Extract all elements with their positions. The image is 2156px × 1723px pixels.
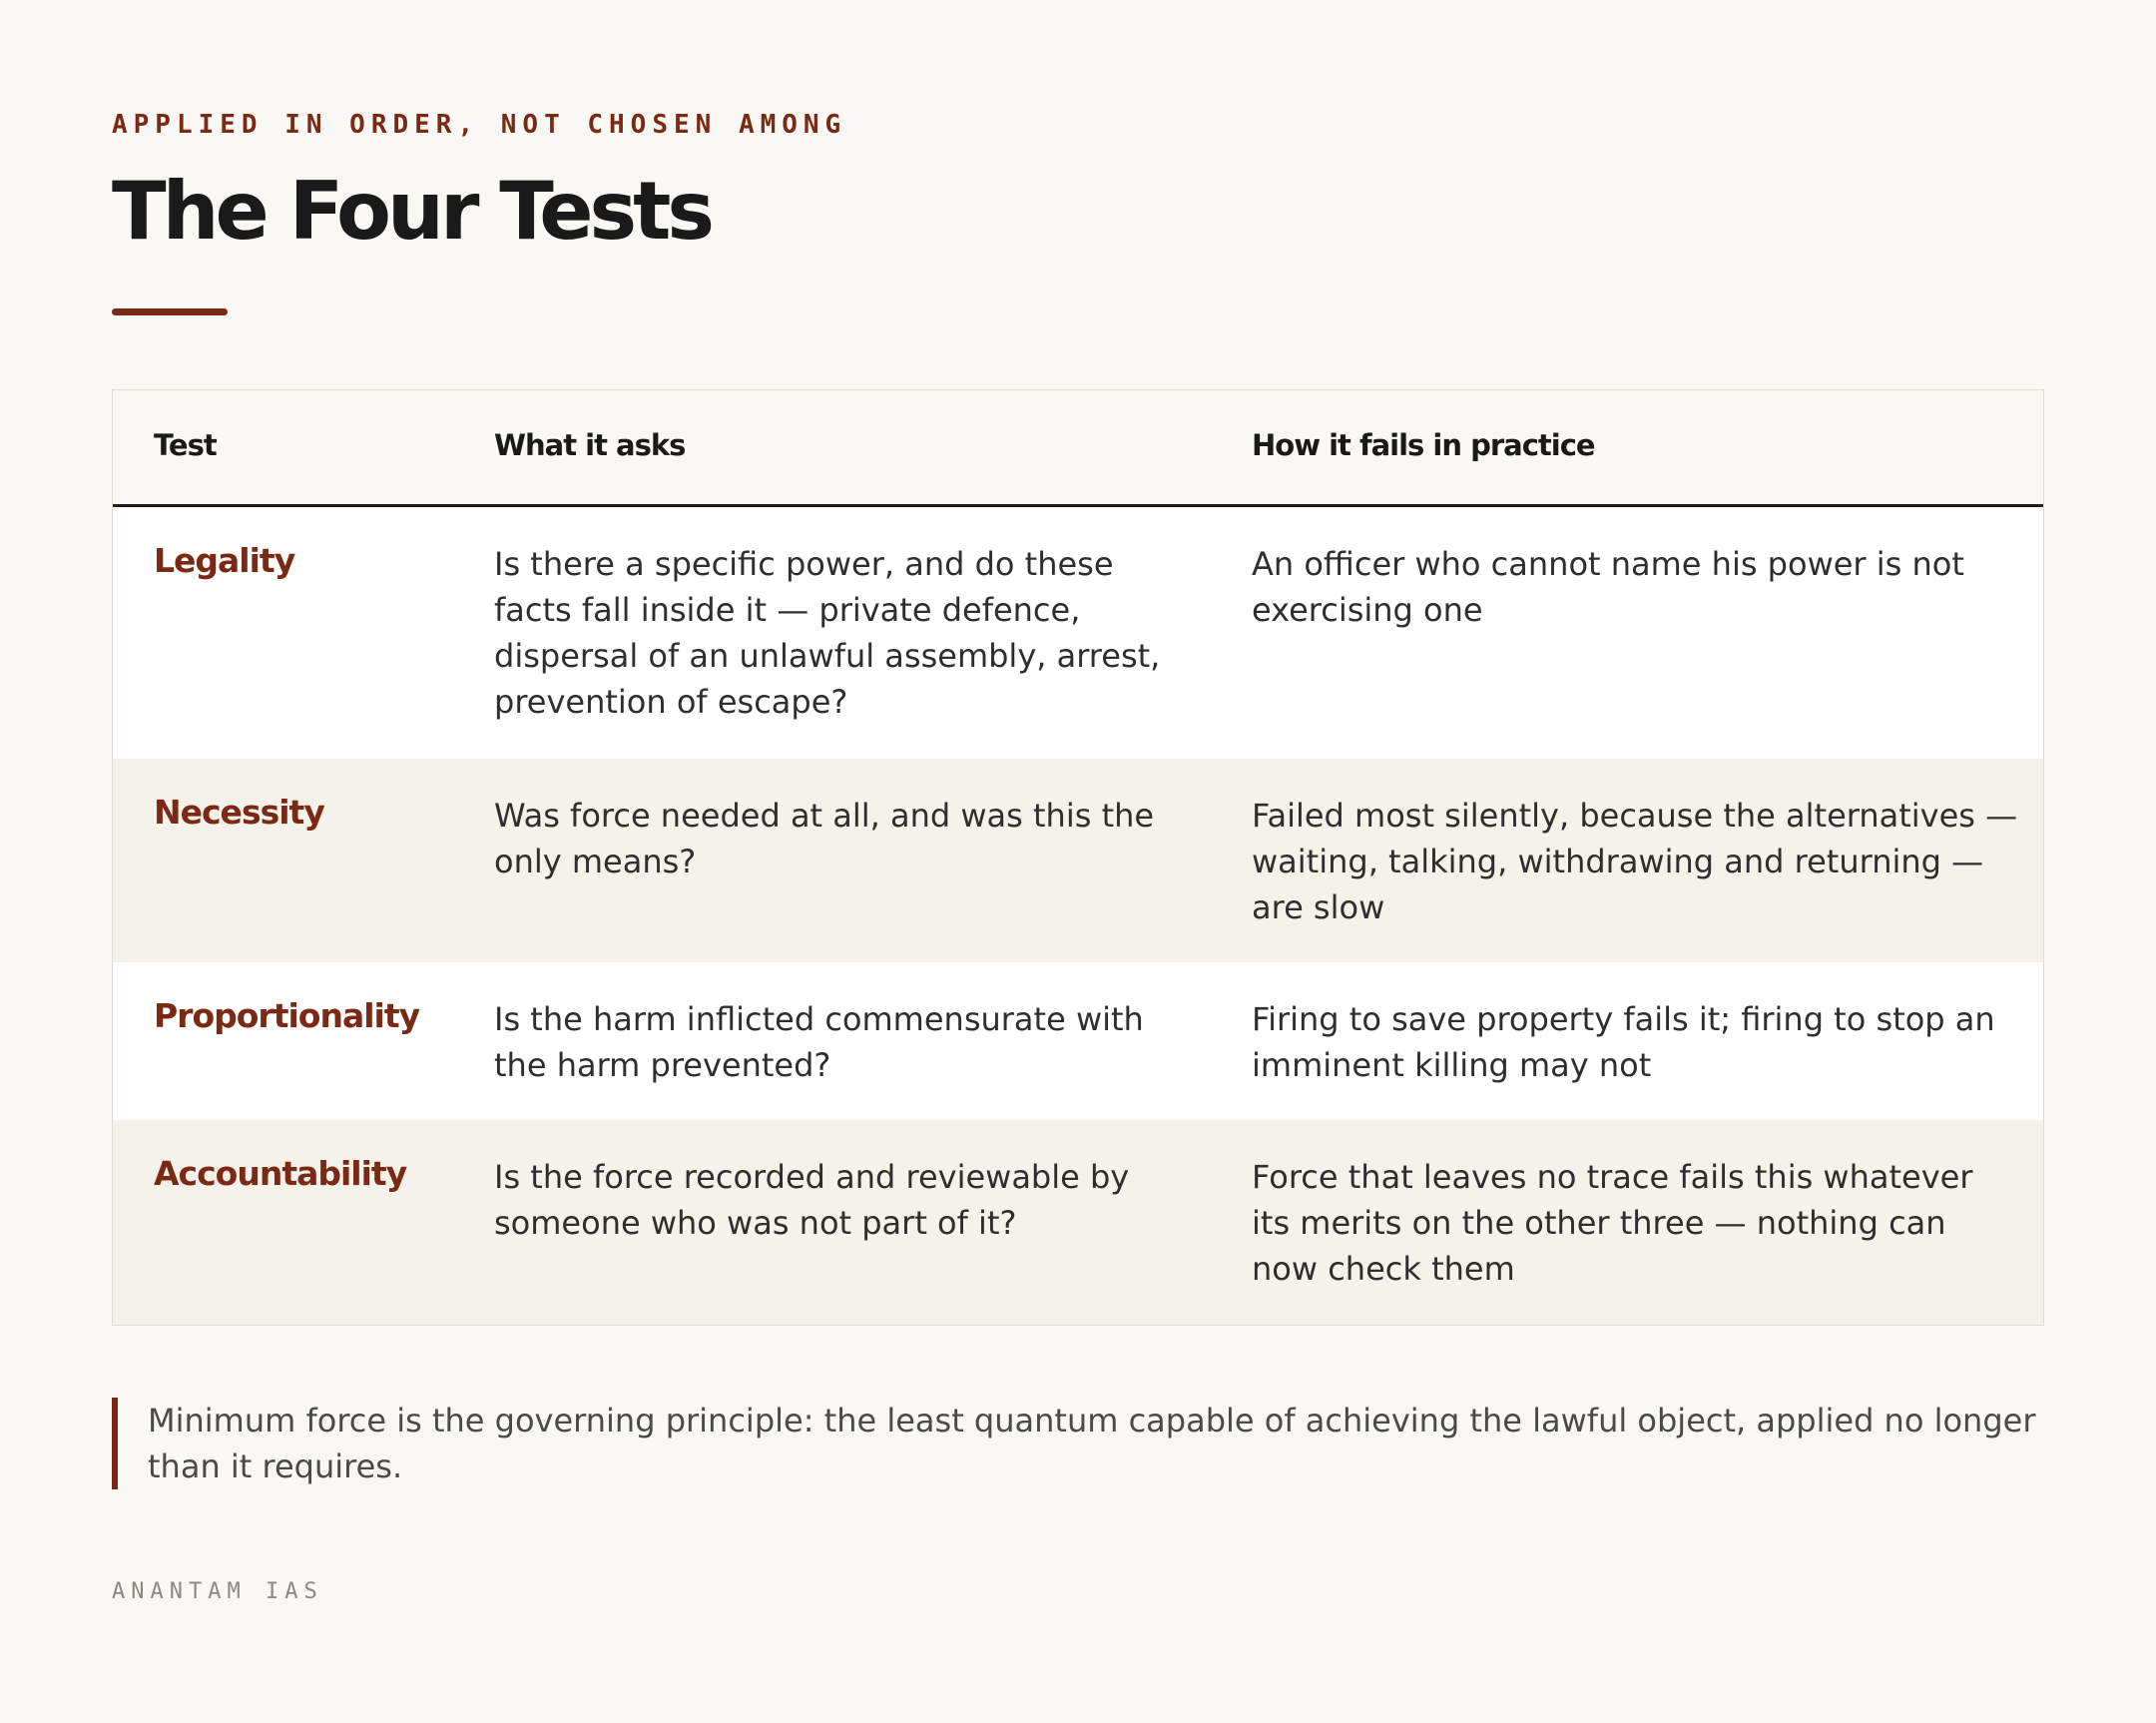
table-row-necessity <box>113 759 2043 962</box>
kicker: APPLIED IN ORDER, NOT CHOSEN AMONG <box>112 110 847 140</box>
test-name: Proportionality <box>154 996 420 1035</box>
test-name: Necessity <box>154 793 324 832</box>
test-question: Is the force recorded and reviewable by someone who was not part of it? <box>494 1158 1130 1242</box>
tests-table <box>112 389 2044 1326</box>
test-question: Was force needed at all, and was this the only means? <box>494 797 1155 880</box>
column-header-what-it-asks: What it asks <box>494 428 686 462</box>
table-row-legality <box>113 507 2043 759</box>
page-title: The Four Tests <box>112 165 711 258</box>
footer-brand: ANANTAM IAS <box>112 1579 323 1604</box>
test-failure: An officer who cannot name his power is not exercising one <box>1252 545 1964 629</box>
test-name: Legality <box>154 541 295 580</box>
title-underline <box>112 308 228 315</box>
principle-callout: Minimum force is the governing principle: the least quantum capable of achieving the lawful object, applied no longer than it requires. <box>112 1398 2044 1489</box>
test-name: Accountability <box>154 1154 407 1193</box>
test-question: Is the harm inflicted commensurate with the harm prevented? <box>494 1000 1144 1084</box>
test-failure: Force that leaves no trace fails this whatever its merits on the other three — nothing can now check them <box>1252 1158 1973 1288</box>
column-header-test: Test <box>154 428 217 462</box>
test-question: Is there a specific power, and do these facts fall inside it — private defence, dispersal of an unlawful assembly, arrest, prevention of escape? <box>494 545 1161 721</box>
table-header <box>113 390 2043 507</box>
table-row-proportionality <box>113 962 2043 1120</box>
column-header-how-it-fails: How it fails in practice <box>1252 428 1595 462</box>
test-failure: Firing to save property fails it; firing to stop an imminent killing may not <box>1252 1000 1995 1084</box>
test-failure: Failed most silently, because the alternatives — waiting, talking, withdrawing and returning — are slow <box>1252 797 2018 926</box>
table-row-accountability <box>113 1120 2043 1325</box>
